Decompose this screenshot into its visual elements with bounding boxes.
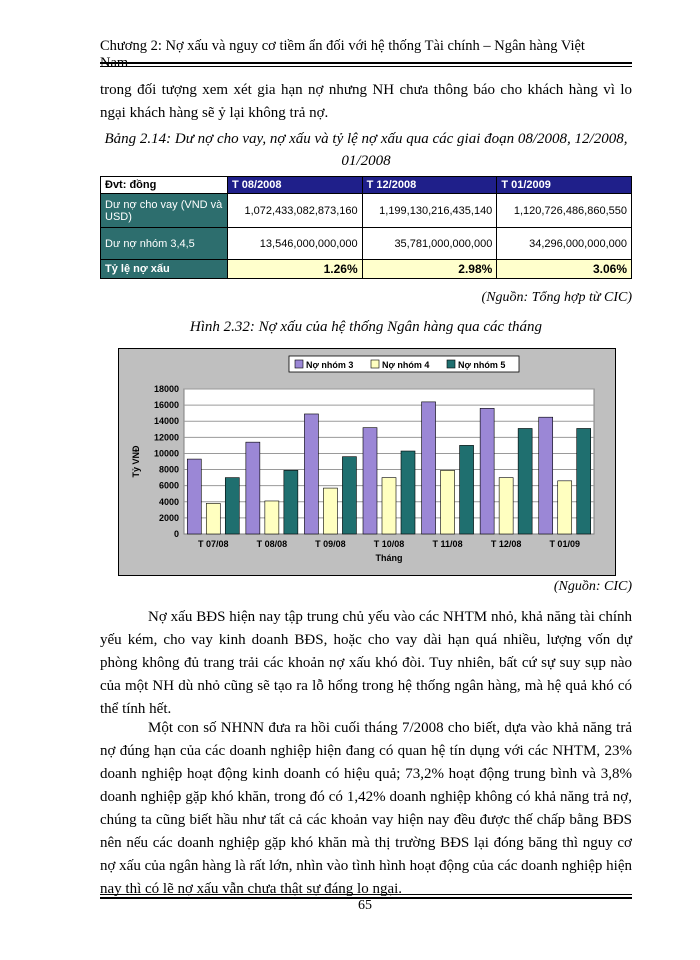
bar bbox=[401, 451, 415, 534]
bar bbox=[342, 457, 356, 534]
y-tick-label: 16000 bbox=[153, 400, 179, 411]
table-row bbox=[101, 228, 632, 260]
footer-rule-thin bbox=[100, 894, 632, 895]
bar bbox=[284, 470, 298, 534]
bar bbox=[225, 478, 239, 534]
table-source: (Nguồn: Tổng hợp từ CIC) bbox=[481, 290, 632, 305]
page-number: 65 bbox=[358, 898, 372, 913]
bar bbox=[422, 402, 436, 534]
table-cell: 35,781,000,000,000 bbox=[362, 228, 497, 260]
bar bbox=[363, 428, 377, 534]
row-label: Tỷ lệ nợ xấu bbox=[101, 260, 228, 279]
x-tick-label: T 11/08 bbox=[432, 539, 463, 549]
table-row bbox=[101, 260, 632, 279]
y-axis-label: Tỷ VNĐ bbox=[131, 445, 141, 478]
bar bbox=[323, 488, 337, 534]
y-tick-label: 14000 bbox=[153, 416, 179, 427]
table-cell: 34,296,000,000,000 bbox=[497, 228, 632, 260]
chart-svg bbox=[119, 349, 615, 575]
body-paragraph: Nợ xấu BĐS hiện nay tập trung chủ yếu vào các NHTM nhỏ, khả năng tài chính yếu kém, cho vay kinh doanh BĐS, hoặc cho vay dài hạn quá nhiều, lượng vốn dự phòng không đủ trang trải các khoản nợ xấu khó đòi. Tuy nhiên, bất cứ sự suy sụp nào của một NH dù nhỏ cũng sẽ tạo ra lỗ hổng trong hệ thống ngân hàng, mà hệ quả khó có thể tính hết. bbox=[100, 609, 632, 717]
table-cell: 1,120,726,486,860,550 bbox=[497, 194, 632, 228]
y-tick-label: 8000 bbox=[158, 464, 179, 475]
x-axis-label: Tháng bbox=[375, 553, 403, 563]
table-cell: 1,072,433,082,873,160 bbox=[228, 194, 363, 228]
legend-swatch bbox=[447, 360, 455, 368]
x-tick-label: T 01/09 bbox=[549, 539, 580, 549]
column-header: T 01/2009 bbox=[497, 177, 632, 194]
chart-caption: Hình 2.32: Nợ xấu của hệ thống Ngân hàng qua các tháng bbox=[189, 319, 543, 335]
y-tick-label: 2000 bbox=[158, 512, 179, 523]
legend-label: Nợ nhóm 3 bbox=[306, 360, 354, 370]
y-tick-label: 12000 bbox=[153, 432, 179, 443]
bar bbox=[539, 417, 553, 534]
page-header: Chương 2: Nợ xấu và nguy cơ tiềm ẩn đối với hệ thống Tài chính – Ngân hàng Việt Nam bbox=[100, 38, 585, 71]
bar bbox=[206, 503, 220, 534]
y-tick-label: 4000 bbox=[158, 496, 179, 507]
body-paragraph: Một con số NHNN đưa ra hồi cuối tháng 7/2008 cho biết, dựa vào khả năng trả nợ đúng hạn của các doanh nghiệp hiện đang có quan hệ tín dụng với các NHTM, 23% doanh nghiệp hoạt động kinh doanh có hiệu quả; 73,2% hoạt động trung bình và 3,8% doanh nghiệp gặp khó khăn, trong đó có 1,42% doanh nghiệp không có khả năng trả nợ, chúng ta cũng biết hầu như tất cả các khoản vay hiện nay đều được thế chấp bằng BĐS nên nếu các doanh nghiệp gặp khó khăn mà thị trường BĐS lại đóng băng thì nguy cơ nợ xấu của ngân hàng là rất lớn, nhìn vào tình hình hoạt động của các doanh nghiệp hiện nay thì có lẽ nợ xấu vẫn chưa thật sự đáng lo ngại. bbox=[100, 720, 632, 897]
bar bbox=[518, 428, 532, 534]
legend-swatch bbox=[371, 360, 379, 368]
bar bbox=[187, 459, 201, 534]
bar bbox=[460, 445, 474, 534]
table-caption: Bảng 2.14: Dư nợ cho vay, nợ xấu và tỷ lệ nợ xấu qua các giai đoạn 08/2008, 12/2008, 01/2008 bbox=[104, 131, 628, 169]
bar bbox=[246, 442, 260, 534]
debt-table bbox=[100, 176, 632, 279]
table-cell: 13,546,000,000,000 bbox=[228, 228, 363, 260]
bar bbox=[480, 408, 494, 534]
legend-swatch bbox=[295, 360, 303, 368]
row-label: Dư nợ nhóm 3,4,5 bbox=[101, 228, 228, 260]
bar bbox=[265, 501, 279, 534]
x-tick-label: T 08/08 bbox=[256, 539, 288, 549]
header-rule-thin bbox=[100, 66, 632, 67]
legend-label: Nợ nhóm 5 bbox=[458, 360, 506, 370]
table-cell: 1.26% bbox=[228, 260, 363, 279]
column-header: T 08/2008 bbox=[228, 177, 363, 194]
x-tick-label: T 10/08 bbox=[373, 539, 405, 549]
bad-debt-chart bbox=[118, 348, 616, 576]
table-cell: 2.98% bbox=[362, 260, 497, 279]
bar bbox=[304, 414, 318, 534]
x-tick-label: T 09/08 bbox=[315, 539, 346, 549]
bar bbox=[499, 478, 513, 534]
bar bbox=[382, 478, 396, 534]
y-tick-label: 10000 bbox=[153, 448, 179, 459]
y-tick-label: 18000 bbox=[153, 384, 179, 394]
legend-label: Nợ nhóm 4 bbox=[382, 360, 430, 370]
table-cell: 3.06% bbox=[497, 260, 632, 279]
table-cell: 1,199,130,216,435,140 bbox=[362, 194, 497, 228]
x-tick-label: T 12/08 bbox=[490, 539, 522, 549]
row-label: Dư nợ cho vay (VND và USD) bbox=[101, 194, 228, 228]
header-rule bbox=[100, 62, 632, 64]
table-row bbox=[101, 194, 632, 228]
chart-source: (Nguồn: CIC) bbox=[553, 579, 632, 594]
table-header-row bbox=[101, 177, 632, 194]
unit-label: Đvt: đồng bbox=[101, 177, 228, 194]
column-header: T 12/2008 bbox=[362, 177, 497, 194]
intro-paragraph: trong đối tượng xem xét gia hạn nợ nhưng NH chưa thông báo cho khách hàng vì lo ngại khách hàng sẽ ỷ lại không trả nợ. bbox=[100, 82, 632, 121]
bar bbox=[441, 470, 455, 534]
x-tick-label: T 07/08 bbox=[198, 539, 229, 549]
y-tick-label: 6000 bbox=[158, 480, 179, 491]
y-tick-label: 0 bbox=[173, 529, 179, 539]
bar bbox=[577, 428, 591, 534]
bar bbox=[558, 481, 572, 534]
